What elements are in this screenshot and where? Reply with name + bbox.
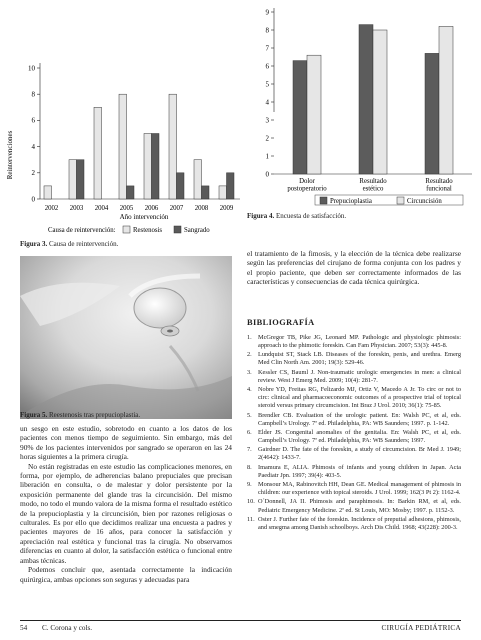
bibliography-heading: BIBLIOGRAFÍA xyxy=(247,318,315,327)
fig4-legend-prepucioplastia: Prepucioplastia xyxy=(330,198,372,205)
fig3-xtick-label: 2005 xyxy=(119,205,134,212)
fig3-xtick-label: 2003 xyxy=(69,205,84,212)
bibliography-item-number: 11. xyxy=(247,515,255,523)
fig3-caption-text: Causa de reintervención. xyxy=(48,240,119,248)
fig4-legend-swatch-circuncision xyxy=(397,197,404,204)
fig4-xtick-label: Dolor postoperatorio xyxy=(287,178,327,193)
bibliography-item-text: Elder JS. Congenital anomalies of the genitalia. En: Walsh PC, et al, eds. Campbell’s Urology. 7ª ed. Philadelphia, PA: WB Saunders; 1997. xyxy=(258,428,461,445)
fig4-bar-0-1 xyxy=(359,25,373,174)
bibliography-item-text: Monsour MA, Rabinovitch HH, Dean GE. Medical management of phimosis in children: our experience with topical steroids. J Urol. 1999; 162(3 Pt 2): 1162-4. xyxy=(258,481,461,497)
left-paragraph-3: Podemos concluir que, asentada correctamente la indicación quirúrgica, ambas opciones son seguras y adecuadas para xyxy=(20,565,232,584)
left-body-text xyxy=(20,424,232,584)
bibliography-item xyxy=(247,386,461,410)
fig4-legend-swatch-prepucioplastia xyxy=(320,197,327,204)
fig3-xlabel: Año intervención xyxy=(119,213,169,221)
bibliography-item-number: 4. xyxy=(247,386,252,394)
fig3-bar-sangrado-2003 xyxy=(77,160,85,199)
fig3-legend-restenosis: Restenosis xyxy=(133,227,163,234)
bibliography-item-number: 7. xyxy=(247,446,252,454)
fig3-bar-restenosis-2004 xyxy=(94,107,102,199)
fig4-bar-0-0 xyxy=(293,61,307,174)
fig3-xtick-label: 2008 xyxy=(194,205,209,212)
fig3-xtick-label: 2002 xyxy=(44,205,59,212)
bibliography-item-text: O´Donnell, JA II. Phimosis and paraphimosis. In: Barkin RM, et al, eds. Pediatric Emergency Medicine. 2ª ed. St Louis, MO: Mosby; 1997. p. 1152-3. xyxy=(258,498,461,514)
fig3-xtick-label: 2009 xyxy=(219,205,234,212)
fig3-bar-sangrado-2006 xyxy=(152,134,160,200)
fig3-legend-swatch-restenosis xyxy=(123,226,130,233)
bibliography-item xyxy=(247,412,461,428)
bibliography-item xyxy=(247,516,461,532)
fig4-caption-label: Figura 4. xyxy=(247,212,275,220)
fig4-caption xyxy=(247,212,346,220)
fig3-legend-swatch-sangrado xyxy=(174,226,181,233)
bibliography-item-text: Gairdner D. The fate of the foreskin, a study of circumcision. Br Med J. 1949; 2(4642): 1433-7. xyxy=(258,446,461,462)
fig4-bar-1-2 xyxy=(439,26,453,174)
footer-page-number: 54 xyxy=(20,624,28,632)
fig3-bar-sangrado-2007 xyxy=(177,173,185,199)
bibliography-item-text: Kessler CS, Bauml J. Non-traumatic urologic emergencies in men: a clinical review. West J Emerg Med. 2009; 10(4): 281-7. xyxy=(258,368,461,384)
bibliography-item xyxy=(247,481,461,497)
bibliography-item xyxy=(247,334,461,350)
fig3-legend-sangrado: Sangrado xyxy=(184,227,210,234)
fig3-ytick-label: 4 xyxy=(31,142,35,151)
bibliography-item xyxy=(247,429,461,445)
fig4-bar-0-2 xyxy=(425,53,439,174)
right-body-text xyxy=(247,249,461,287)
bibliography-item-text: Brendler CB. Evaluation of the urologic patient. En: Walsh PC, et al, eds. Campbell’s Urology. 7ª ed. Philadelphia, PA: WB Saunders; 1997. p. 1-142. xyxy=(258,411,461,427)
fig4-xtick-label: Resultado estético xyxy=(359,178,387,193)
fig3-bar-sangrado-2008 xyxy=(202,186,210,199)
fig4-ytick-label: 8 xyxy=(265,26,269,35)
bibliography-item xyxy=(247,369,461,385)
bibliography-item-text: Lundquist ST, Stack LB. Diseases of the foreskin, penis, and urethra. Emerg Med Clin North Am. 2001; 19(3): 529-46. xyxy=(258,351,461,367)
fig4-ytick-label: 4 xyxy=(265,98,269,107)
footer-authors: C. Corona y cols. xyxy=(42,624,93,632)
fig3-chart xyxy=(0,0,240,242)
bibliography-item xyxy=(247,351,461,367)
fig3-caption-label: Figura 3. xyxy=(20,240,48,248)
fig5-photo xyxy=(20,256,232,419)
bibliography-item-number: 8. xyxy=(247,463,252,471)
fig3-ytick-label: 2 xyxy=(31,169,35,178)
fig3-xtick-label: 2004 xyxy=(94,205,109,212)
bibliography-list xyxy=(247,334,461,533)
fig3-bar-restenosis-2005 xyxy=(119,94,127,199)
bibliography-item-number: 3. xyxy=(247,368,252,376)
fig3-bar-restenosis-2008 xyxy=(194,160,202,199)
fig4-bar-1-0 xyxy=(307,55,321,174)
fig5-caption-label: Figura 5. xyxy=(20,411,48,419)
fig4-ytick-label: 6 xyxy=(265,62,269,71)
fig3-xtick-label: 2006 xyxy=(144,205,159,212)
fig4-xtick-label: Resultado funcional xyxy=(425,178,453,193)
bibliography-item-number: 1. xyxy=(247,334,252,341)
fig3-ytick-label: 6 xyxy=(31,116,35,125)
bibliography-item-text: Oster J. Further fate of the foreskin. Incidence of preputial adhesions, phimosis, and smegma among Danish schoolboys. Arch Dis Child. 1968; 43(228): 200-3. xyxy=(258,515,461,531)
bibliography-item-number: 10. xyxy=(247,498,255,506)
bibliography-item-number: 2. xyxy=(247,351,252,359)
fig4-chart xyxy=(244,0,481,222)
fig3-ytick-label: 10 xyxy=(28,64,35,73)
left-paragraph-1: un sesgo en este estudio, sobretodo en cuanto a los datos de los pacientes con menos tiempo de seguimiento. Sin embargo, más del 90% de los pacientes intervenidos por sangrado se operaron en las 24 horas siguientes a la primera cirugía. xyxy=(20,424,232,462)
fig4-caption-text: Encuesta de satisfacción. xyxy=(275,212,347,220)
left-paragraph-2: No están registradas en este estudio las complicaciones menores, en forma, por ejemplo, de adherencias balano prepuciales que precisan liberación en consulta, o de malestar y dolor persistente por la exposición permanente del glande tras la circuncisión. Del mismo modo, no todo el mundo valora de la misma forma el resultado estético de la prepucioplastia y la circuncisión, bien por razones religiosas o culturales. Es por ello que decidimos realizar una encuesta a padres y pacientes mayores de 16 años, para conocer la satisfacción y apreciación real estética y funcional tras la cirugía. No observamos diferencias en cuanto al dolor, la satisfacción estética o funcional entre ambas técnicas. xyxy=(20,461,232,565)
bibliography-item xyxy=(247,498,461,514)
footer-journal: CIRUGÍA PEDIÁTRICA xyxy=(381,624,461,632)
fig5-caption-text: Reestenosis tras prepucioplastia. xyxy=(48,411,141,419)
fig4-ytick-label: 0 xyxy=(265,170,269,179)
fig4-ytick-label: 7 xyxy=(265,44,269,53)
fig5-caption xyxy=(20,411,140,419)
fig3-bar-restenosis-2007 xyxy=(169,94,177,199)
bibliography-item-text: Nobre YD, Freitas RG, Felizardo MJ, Ortiz V, Macedo A Jr. To circ or not to circ: clinical and pharmacoeconomic outcomes of a prospective trial of topical steroid versus primary circumcision. Int Braz J Urol. 2010; 36(1): 75-85. xyxy=(258,386,461,410)
bibliography-item-number: 6. xyxy=(247,428,252,436)
fig3-bar-restenosis-2002 xyxy=(44,186,52,199)
fig4-ytick-label: 3 xyxy=(265,116,269,125)
fig4-ytick-label: 5 xyxy=(265,80,269,89)
fig4-legend-circuncision: Circuncisión xyxy=(407,198,442,205)
fig4-bar-1-1 xyxy=(373,30,387,174)
fig4-ytick-label: 9 xyxy=(265,8,269,17)
bibliography-item xyxy=(247,446,461,462)
fig3-caption xyxy=(20,240,118,248)
fig4-ytick-label: 1 xyxy=(265,152,269,161)
footer-rule xyxy=(20,620,461,621)
fig3-legend-title: Causa de reintervención: xyxy=(48,227,116,234)
fig3-ytick-label: 0 xyxy=(31,195,35,204)
bibliography-item-number: 9. xyxy=(247,481,252,489)
fig4-ytick-label: 2 xyxy=(265,134,269,143)
bibliography-item-number: 5. xyxy=(247,411,252,419)
bibliography-item-text: Imamura E, ALIA. Phimosis of infants and young children in Japan. Acta Paediatr Jpn. 1997; 39(4): 403-5. xyxy=(258,463,461,479)
fig3-bar-restenosis-2003 xyxy=(69,160,77,199)
fig3-ytick-label: 8 xyxy=(31,90,35,99)
fig3-bar-restenosis-2009 xyxy=(219,186,227,199)
right-paragraph-1: el tratamiento de la fimosis, y la elección de la técnica debe realizarse según las preferencias del cirujano de forma conjunta con los padres y el propio paciente, que deben ser correctamente informados de las características y consecuencias de cada técnica quirúrgica. xyxy=(247,249,461,287)
bibliography-item xyxy=(247,464,461,480)
fig3-bar-restenosis-2006 xyxy=(144,134,152,200)
fig3-bar-sangrado-2009 xyxy=(227,173,235,199)
fig3-bar-sangrado-2005 xyxy=(127,186,135,199)
bibliography-item-text: McGregor TB, Pike JG, Leonard MP. Pathologic and physiologic phimosis: approach to the phimotic foreskin. Can Fam Physician. 2007; 53(3): 445-8. xyxy=(258,334,461,350)
fig3-ylabel: Reintervenciones xyxy=(6,130,14,180)
fig3-xtick-label: 2007 xyxy=(169,205,184,212)
